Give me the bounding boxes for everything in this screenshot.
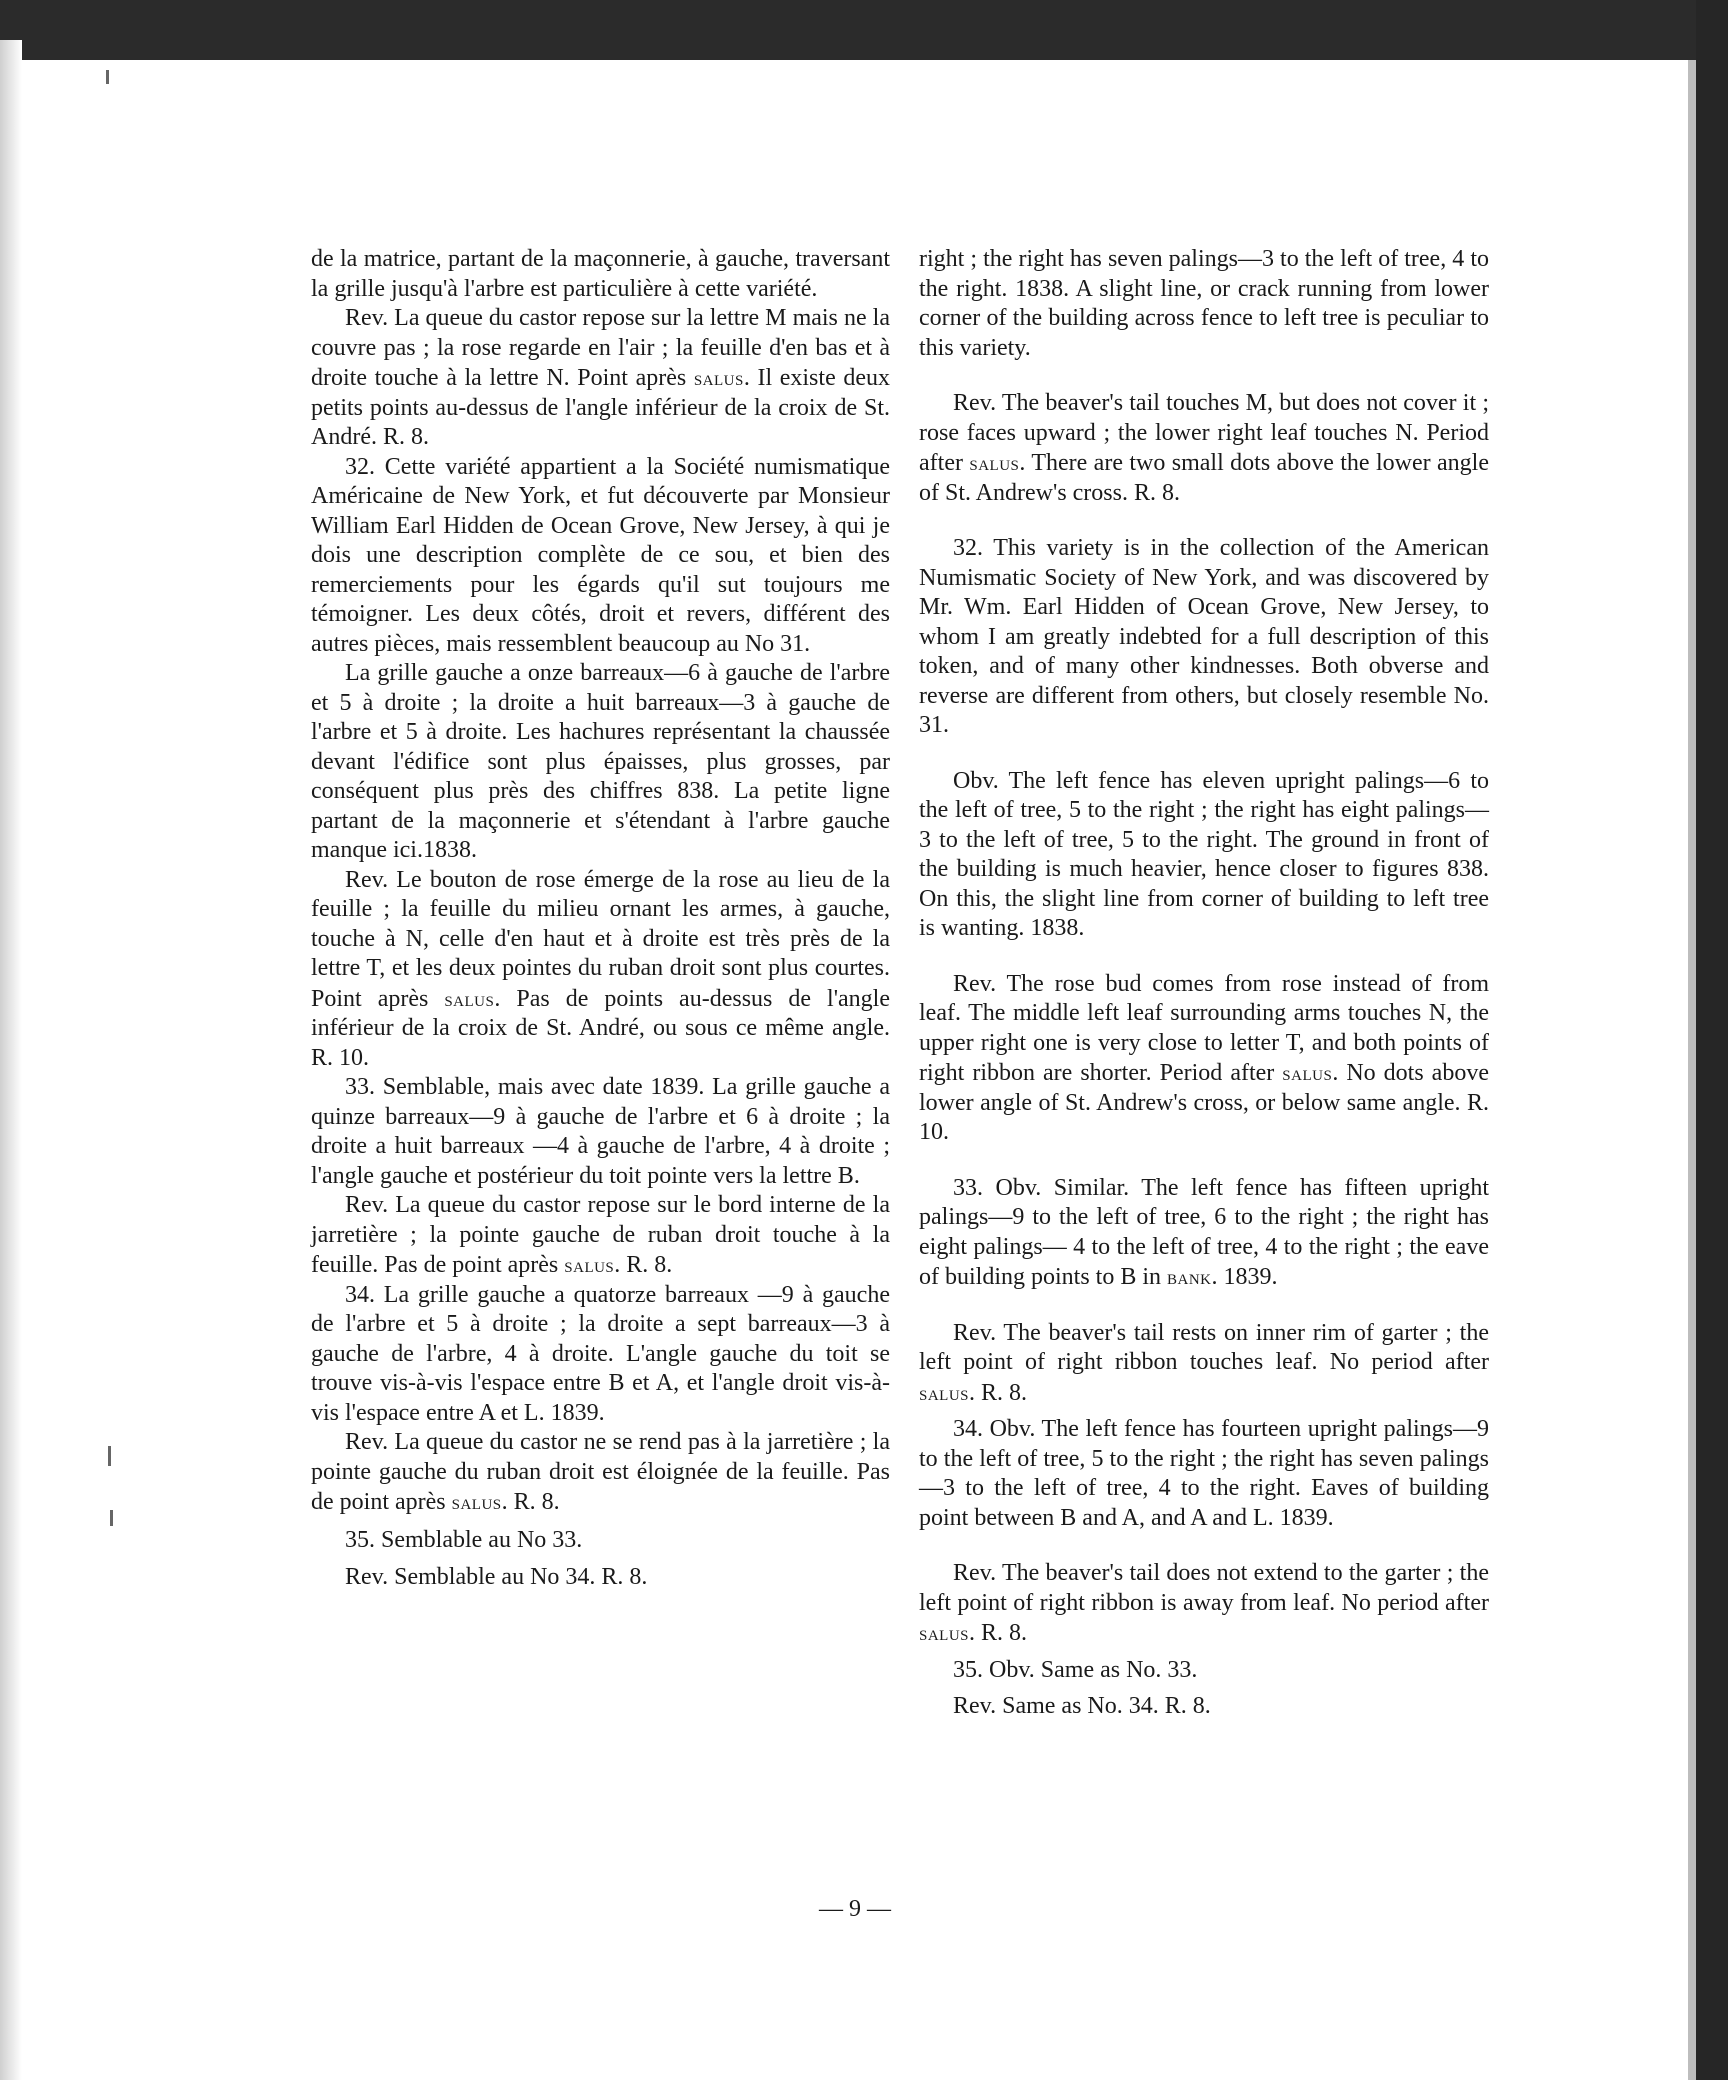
- scan-border-right: [1696, 0, 1728, 2080]
- paragraph: 35. Obv. Same as No. 33.: [953, 1656, 1198, 1683]
- paragraph: Rev. The beaver's tail touches M, but does not cover it ; rose faces upward ; the lower right leaf touches N. Period after salus. There are two small dots above the lower angle of St. Andrew's cross. R. 8.: [919, 390, 1489, 506]
- paragraph: Rev. The rose bud comes from rose instead of from leaf. The middle left leaf surrounding arms touches N, the upper right one is very close to letter T, and both points of right ribbon are shorter. Period after salus. No dots above lower angle of St. Andrew's cross, or below same angle. R. 10.: [919, 970, 1489, 1145]
- margin-mark: [106, 70, 109, 84]
- paragraph: Obv. The left fence has eleven upright palings—6 to the left of tree, 5 to the right ; the right has eight palings—3 to the left of tree, 5 to the right. The ground in front of the building is much heavier, hence closer to figures 838. On this, the slight line from corner of building to left tree is wanting. 1838.: [919, 767, 1489, 941]
- paragraph: La grille gauche a onze barreaux—6 à gauche de l'arbre et 5 à droite ; la droite a huit barreaux—3 à gauche de l'arbre et 5 à droite. Les hachures représentant la chaussée devant l'édifice sont plus épaisses, plus grosses, par conséquent plus près des chiffres 838. La petite ligne partant de la maçonnerie et s'étendant à l'arbre gauche manque ici.1838.: [311, 660, 890, 863]
- paragraph: 33. Obv. Similar. The left fence has fifteen upright palings—9 to the left of tree, 6 to the right ; the right has eight palings— 4 to the left of tree, 4 to the right ; the eave of building points to B in bank. 1839.: [919, 1174, 1489, 1290]
- paragraph: 32. This variety is in the collection of the American Numismatic Society of New York, and was discovered by Mr. Wm. Earl Hidden of Ocean Grove, New Jersey, to whom I am greatly indebted for a full description of this token, and of many other kindnesses. Both obverse and reverse are different from others, but closely resemble No. 31.: [919, 535, 1489, 738]
- paragraph: Rev. Semblable au No 34. R. 8.: [345, 1564, 648, 1590]
- paragraph: Rev. La queue du castor repose sur la lettre M mais ne la couvre pas ; la rose regarde en l'air ; la feuille d'en bas et à droite touche à la lettre N. Point après salus. Il existe deux petits points au-dessus de l'angle inférieur de la croix de St. André. R. 8.: [311, 305, 890, 450]
- scan-gutter-shadow: [0, 40, 22, 2080]
- page-number: — 9 —: [819, 1896, 891, 1922]
- english-column: [919, 245, 1489, 1729]
- french-column: [311, 245, 890, 1593]
- book-page: [22, 60, 1688, 2080]
- paragraph: Rev. The beaver's tail does not extend to the garter ; the left point of right ribbon is away from leaf. No period after salus. R. 8.: [919, 1560, 1489, 1646]
- scan-border-top: [0, 0, 1728, 60]
- scan-page-edge: [1688, 60, 1696, 2080]
- paragraph: Rev. La queue du castor repose sur le bord interne de la jarretière ; la pointe gauche de ruban droit touche à la feuille. Pas de point après salus. R. 8.: [311, 1192, 890, 1278]
- paragraph: Rev. The beaver's tail rests on inner rim of garter ; the left point of right ribbon touches leaf. No period after salus. R. 8.: [919, 1319, 1489, 1406]
- paragraph: 35. Semblable au No 33.: [345, 1526, 583, 1553]
- paragraph: 34. La grille gauche a quatorze barreaux —9 à gauche de l'arbre et 5 à droite ; la droite a sept barreaux—3 à gauche de l'arbre, 4 à droite. L'angle gauche du toit se trouve vis-à-vis l'espace entre B et A, et l'angle droit vis-à-vis l'espace entre A et L. 1839.: [311, 1281, 890, 1426]
- paragraph: 32. Cette variété appartient a la Société numismatique Américaine de New York, et fut découverte par Monsieur William Earl Hidden de Ocean Grove, New Jersey, à qui je dois une description complète de ce sou, et bien des remerciements pour les égards qu'il sut toujours me témoigner. Les deux côtés, droit et revers, différent des autres pièces, mais ressemblent beaucoup au No 31.: [311, 453, 890, 657]
- margin-mark: [108, 1446, 111, 1466]
- paragraph: Rev. Same as No. 34. R. 8.: [953, 1693, 1211, 1719]
- paragraph: 33. Semblable, mais avec date 1839. La grille gauche a quinze barreaux—9 à gauche de l'arbre et 6 à droite ; la droite a huit barreaux —4 à gauche de l'arbre, 4 à droite ; l'angle gauche et postérieur du toit pointe vers la lettre B.: [311, 1074, 890, 1189]
- paragraph: de la matrice, partant de la maçonnerie, à gauche, traversant la grille jusqu'à l'arbre est particulière à cette variété.: [311, 246, 890, 302]
- margin-mark: [110, 1510, 113, 1526]
- paragraph: Rev. La queue du castor ne se rend pas à la jarretière ; la pointe gauche du ruban droit est éloignée de la feuille. Pas de point après salus. R. 8.: [311, 1429, 890, 1515]
- paragraph: 34. Obv. The left fence has fourteen upright palings—9 to the left of tree, 5 to the right ; the right has seven palings—3 to the left of tree, 4 to the right. Eaves of building point between B and A, and A and L. 1839.: [919, 1416, 1489, 1531]
- paragraph: right ; the right has seven palings—3 to the left of tree, 4 to the right. 1838. A slight line, or crack running from lower corner of the building across fence to left tree is peculiar to this variety.: [919, 246, 1489, 361]
- paragraph: Rev. Le bouton de rose émerge de la rose au lieu de la feuille ; la feuille du milieu ornant les armes, à gauche, touche à N, celle d'en haut et à droite est très près de la lettre T, et les deux pointes du ruban droit sont plus courtes. Point après salus. Pas de points au-dessus de l'angle inférieur de la croix de St. André, ou sous ce même angle. R. 10.: [311, 866, 890, 1071]
